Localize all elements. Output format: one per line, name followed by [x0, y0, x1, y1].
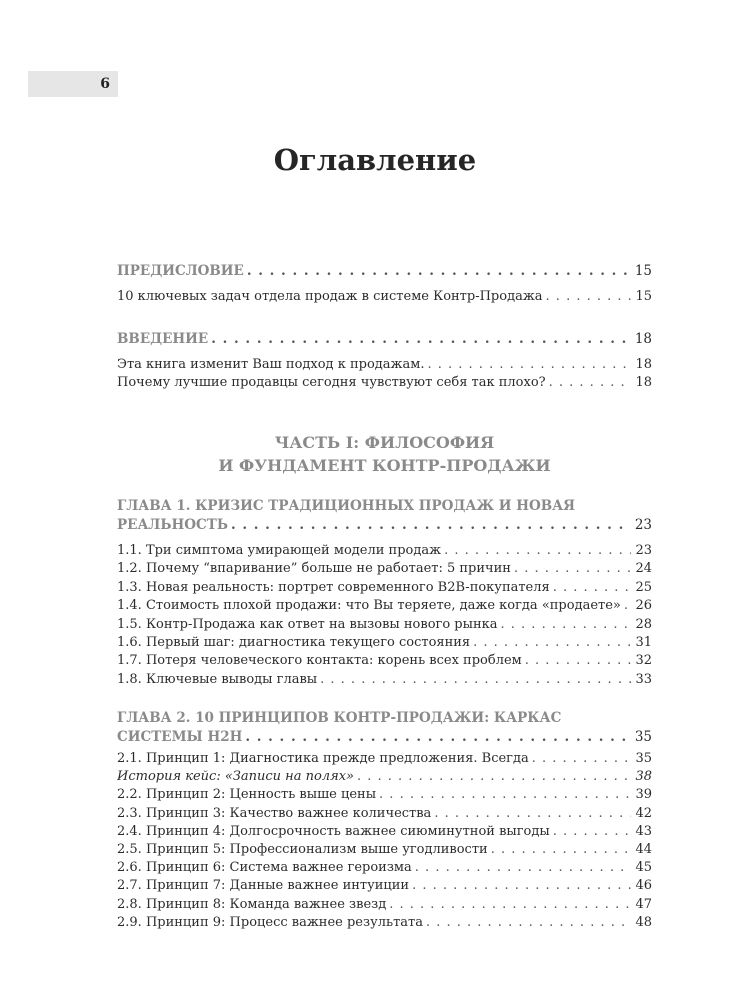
leader-dots [546, 288, 631, 306]
toc-entry-label: Почему лучшие продавцы сегодня чувствуют себя так плохо? [117, 375, 546, 390]
toc-heading-label: ПРЕДИСЛОВИЕ [117, 263, 244, 279]
toc-entry-label: 2.9. Принцип 9: Процесс важнее результата [117, 914, 423, 930]
toc-entry[interactable] [117, 805, 652, 823]
toc-entry[interactable] [117, 786, 652, 804]
leader-dots [231, 516, 631, 534]
toc-entry[interactable] [117, 823, 652, 841]
page-title: Оглавление [273, 143, 477, 177]
toc-entry[interactable] [117, 768, 652, 786]
toc-page-number: 15 [634, 263, 652, 279]
chapter2-title-line1[interactable]: ГЛАВА 2. 10 ПРИНЦИПОВ КОНТР-ПРОДАЖИ: КАРКАС [117, 710, 562, 726]
chapter2-title-line2[interactable] [117, 728, 652, 746]
toc-page-number: 26 [635, 598, 652, 614]
toc-entry-label: 2.2. Принцип 2: Ценность выше цены [117, 787, 377, 803]
leader-dots [444, 542, 631, 560]
toc-page-number: 44 [635, 842, 652, 857]
leader-dots [434, 805, 631, 823]
toc-entry[interactable] [117, 652, 652, 670]
leader-dots [389, 896, 631, 914]
toc-entry[interactable] [117, 597, 652, 615]
leader-dots [473, 634, 631, 652]
toc-entry[interactable] [117, 671, 652, 689]
toc-page-number: 38 [635, 769, 652, 785]
leader-dots [553, 823, 631, 841]
toc-heading-preface[interactable] [117, 262, 652, 280]
toc-page-number: 45 [635, 860, 652, 876]
leader-dots [514, 560, 631, 578]
toc-page-number: 24 [635, 561, 652, 577]
leader-dots [412, 877, 631, 895]
leader-dots [426, 914, 631, 932]
toc-page-number: 28 [635, 616, 652, 632]
toc-page-number: 46 [635, 878, 652, 894]
leader-dots [415, 859, 631, 877]
toc-entry[interactable] [117, 288, 652, 306]
toc-entry-label: 2.8. Принцип 8: Команда важнее звезд [117, 896, 387, 912]
toc-page-number: 32 [635, 653, 652, 669]
toc-page-number: 23 [634, 517, 652, 533]
toc-entry[interactable] [117, 914, 652, 932]
toc-page-number: 33 [635, 671, 652, 687]
toc-entry-label: 1.7. Потеря человеческого контакта: корень всех проблем [117, 653, 522, 669]
chapter1-title-line1[interactable]: ГЛАВА 1. КРИЗИС ТРАДИЦИОННЫХ ПРОДАЖ И НОВАЯ [117, 498, 576, 514]
toc-entry-label: 1.4. Стоимость плохой продажи: что Вы теряете, даже когда «продаете» [117, 598, 621, 614]
toc-entry[interactable] [117, 750, 652, 768]
toc-page-number: 35 [634, 729, 652, 745]
leader-dots [320, 671, 631, 689]
toc-entry[interactable] [117, 616, 652, 634]
toc-entry-label: 2.7. Принцип 7: Данные важнее интуиции [117, 878, 410, 894]
toc-entry-label: 2.4. Принцип 4: Долгосрочность важнее сиюминутной выгоды [117, 823, 550, 839]
leader-dots [245, 728, 631, 746]
toc-page-number: 39 [635, 787, 652, 803]
toc-page-number: 18 [635, 375, 652, 390]
toc-entry[interactable] [117, 634, 652, 652]
toc-entry[interactable] [117, 896, 652, 914]
toc-page-number: 18 [634, 331, 652, 347]
leader-dots [357, 768, 631, 786]
toc-entry[interactable] [117, 859, 652, 877]
leader-dots [532, 750, 631, 768]
leader-dots [247, 262, 631, 280]
toc-page-number: 31 [635, 635, 652, 650]
toc-entry-label: 1.3. Новая реальность: портрет современного B2B-покупателя [117, 579, 550, 595]
toc-page-number: 48 [635, 914, 652, 930]
part-title-line1: ЧАСТЬ I: ФИЛОСОФИЯ [274, 433, 495, 452]
toc-entry-label: 1.8. Ключевые выводы главы [117, 671, 318, 687]
toc-entry[interactable] [117, 579, 652, 597]
leader-dots [549, 374, 631, 392]
toc-entry-label: 2.1. Принцип 1: Диагностика прежде предложения. Всегда [117, 751, 529, 766]
toc-page-number: 25 [635, 579, 652, 595]
toc-entry-label: 1.1. Три симптома умирающей модели продаж [117, 543, 442, 558]
toc-entry-label: 2.3. Принцип 3: Качество важнее количества [117, 805, 432, 821]
page-number-box [28, 71, 118, 97]
toc-entry[interactable] [117, 841, 652, 859]
leader-dots [427, 356, 631, 374]
toc-entry-label: 1.2. Почему “впаривание” больше не работает: 5 причин [117, 561, 511, 577]
toc-entry-label: 2.6. Принцип 6: Система важнее героизма [117, 860, 412, 876]
toc-page-number: 18 [635, 357, 652, 372]
toc-entry[interactable] [117, 542, 652, 560]
toc-entry-label: 10 ключевых задач отдела продаж в системе Контр-Продажа [117, 289, 543, 304]
part-title-line2: И ФУНДАМЕНТ КОНТР-ПРОДАЖИ [218, 456, 551, 475]
leader-dots [501, 616, 631, 634]
toc-page-number: 15 [635, 289, 652, 304]
leader-dots [525, 652, 631, 670]
toc-page-number: 35 [635, 751, 652, 766]
leader-dots [624, 597, 631, 615]
toc-heading-label: РЕАЛЬНОСТЬ [117, 517, 228, 533]
toc-entry-label: 1.5. Контр-Продажа как ответ на вызовы нового рынка [117, 616, 498, 632]
toc-page-number: 42 [635, 805, 652, 821]
toc-entry-label: 2.5. Принцип 5: Профессионализм выше угодливости [117, 842, 488, 857]
leader-dots [491, 841, 631, 859]
toc-entry-label: 1.6. Первый шаг: диагностика текущего состояния [117, 635, 471, 650]
toc-entry[interactable] [117, 374, 652, 392]
toc-page-number: 23 [635, 543, 652, 558]
toc-heading-intro[interactable] [117, 330, 652, 348]
page-number: 6 [100, 76, 110, 92]
chapter1-title-line2[interactable] [117, 516, 652, 534]
toc-heading-label: ВВЕДЕНИЕ [117, 331, 209, 347]
leader-dots [553, 579, 631, 597]
toc-heading-label: СИСТЕМЫ H2H [117, 729, 243, 745]
toc-entry-label: История кейс: «Записи на полях» [117, 769, 354, 785]
toc-entry[interactable] [117, 356, 652, 374]
leader-dots [211, 330, 631, 348]
toc-entry[interactable] [117, 877, 652, 895]
toc-entry[interactable] [117, 560, 652, 578]
toc-entry-label: Эта книга изменит Ваш подход к продажам. [117, 357, 425, 372]
toc-page-number: 47 [635, 896, 652, 912]
toc-page-number: 43 [635, 823, 652, 839]
leader-dots [379, 786, 631, 804]
